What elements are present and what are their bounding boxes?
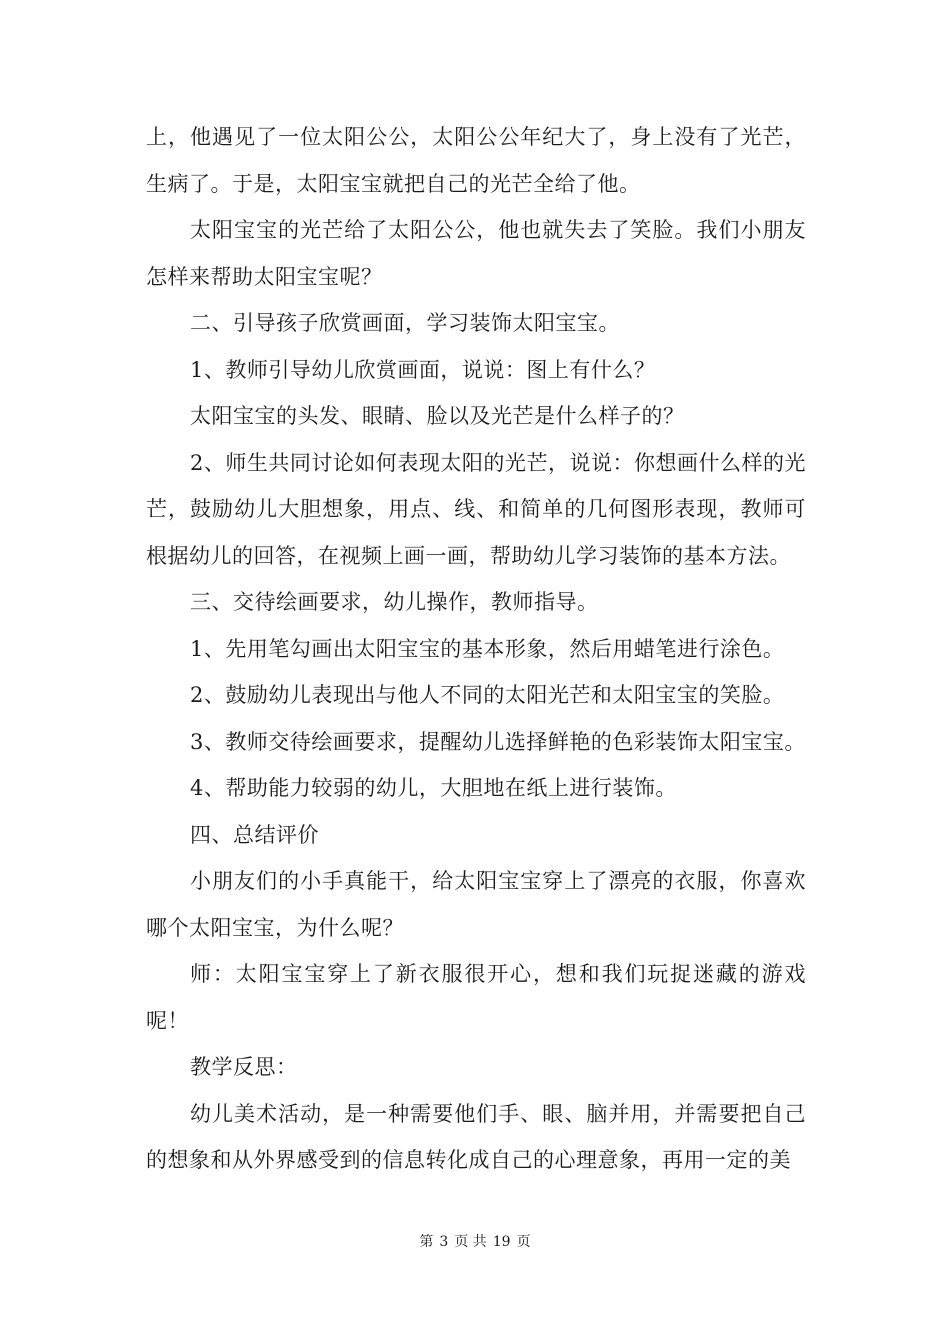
section-heading: 四、总结评价: [190, 822, 319, 847]
section-heading: 教学反思：: [190, 1055, 298, 1079]
paragraph: 4、帮助能力较弱的幼儿，大胆地在纸上进行装饰。: [190, 776, 677, 800]
paragraph: 3、教师交待绘画要求，提醒幼儿选择鲜艳的色彩装饰太阳宝宝。: [190, 729, 806, 754]
paragraph: 1、先用笔勾画出太阳宝宝的基本形象，然后用蜡笔进行涂色。: [190, 636, 785, 661]
footer-current-page: 3: [439, 1234, 449, 1250]
paragraph: 幼儿美术活动，是一种需要他们手、眼、脑并用，并需要把自己的想象和从外界感受到的信息转化成自己的心理意象，再用一定的美: [146, 1101, 806, 1172]
page-footer: [0, 1232, 950, 1252]
paragraph: 上，他遇见了一位太阳公公，太阳公公年纪大了，身上没有了光芒，生病了。于是，太阳宝宝就把自己的光芒全给了他。: [146, 125, 806, 196]
footer-suffix: 页: [516, 1234, 531, 1250]
footer-middle: 页 共: [454, 1234, 487, 1250]
paragraph: 2、鼓励幼儿表现出与他人不同的太阳光芒和太阳宝宝的笑脸。: [190, 683, 785, 707]
footer-total-pages: 19: [492, 1234, 511, 1250]
paragraph: 2、师生共同讨论如何表现太阳的光芒，说说：你想画什么样的光芒，鼓励幼儿大胆想象，用点、线、和简单的几何图形表现，教师可根据幼儿的回答，在视频上画一画，帮助幼儿学习装饰的基本方法。: [146, 450, 806, 568]
section-heading: 三、交待绘画要求，幼儿操作，教师指导。: [190, 590, 599, 614]
section-heading: 二、引导孩子欣赏画面，学习装饰太阳宝宝。: [190, 311, 620, 335]
document-body: [146, 114, 806, 1184]
paragraph: 太阳宝宝的头发、眼睛、脸以及光芒是什么样子的？: [190, 404, 685, 428]
paragraph: 1、教师引导幼儿欣赏画面，说说：图上有什么？: [190, 357, 656, 382]
footer-prefix: 第: [419, 1234, 434, 1250]
paragraph: 师：太阳宝宝穿上了新衣服很开心，想和我们玩捉迷藏的游戏呢！: [146, 962, 806, 1033]
paragraph: 太阳宝宝的光芒给了太阳公公，他也就失去了笑脸。我们小朋友怎样来帮助太阳宝宝呢？: [146, 218, 806, 289]
paragraph: 小朋友们的小手真能干，给太阳宝宝穿上了漂亮的衣服，你喜欢哪个太阳宝宝，为什么呢？: [146, 869, 806, 940]
